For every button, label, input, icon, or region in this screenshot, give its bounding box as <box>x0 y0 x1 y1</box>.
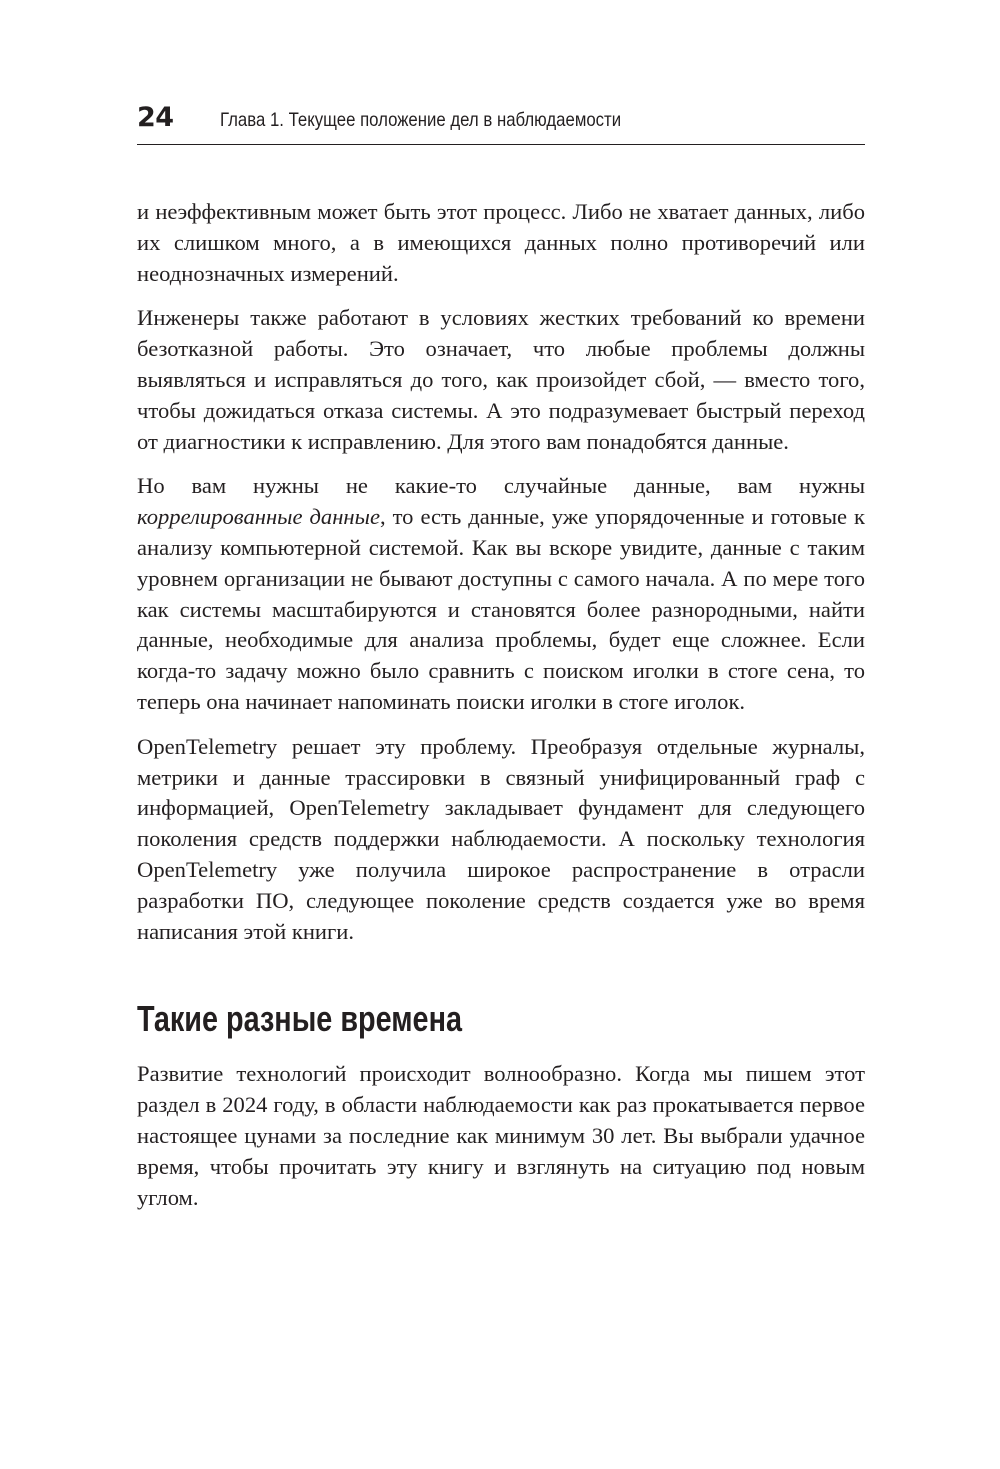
section-heading: Такие разные времена <box>137 998 462 1040</box>
emphasized-term: коррелированные данные <box>137 504 380 530</box>
paragraph-text: , то есть данные, уже упорядоченные и готовые к анализу компьютерной системой. Как вы вскоре увидите, данные с таким уровнем организации не бывают доступны с самого начала. А по мере того как системы масштабируются и становятся более разнородными, найти данные, необходимые для анализа проблемы, будет еще сложнее. Если когда-то задачу можно было сравнить с поиском иголки в стоге сена, то теперь она начинает напоминать поиски иголки в стоге иголок. <box>137 504 865 714</box>
paragraph: Инженеры также работают в условиях жестких требований ко времени безотказной работы. Это означает, что любые проблемы должны выявляться и исправляться до того, как произойдет сбой, — вместо того, чтобы дожидаться отказа системы. А это подразумевает быстрый переход от диагностики к исправлению. Для этого вам понадобятся данные. <box>137 305 865 454</box>
paragraph-text: Но вам нужны не какие-то случайные данные, вам нужны <box>137 473 865 499</box>
paragraph: OpenTelemetry решает эту проблему. Преобразуя отдельные журналы, метрики и данные трассировки в связный унифицированный граф с информацией, OpenTelemetry закладывает фундамент для следующего поколения средств поддержки наблюдаемости. А поскольку технология OpenTelemetry уже получила широкое распространение в отрасли разработки ПО, следующее поколение средств создается уже во время написания этой книги. <box>137 733 865 944</box>
page-number: 24 <box>137 102 174 133</box>
paragraph: и неэффективным может быть этот процесс. Либо не хватает данных, либо их слишком много, а в имеющихся данных полно противоречий или неоднозначных измерений. <box>137 199 865 286</box>
paragraph: Развитие технологий происходит волнообразно. Когда мы пишем этот раздел в 2024 году, в области наблюдаемости как раз прокатывается первое настоящее цунами за последние как минимум 30 лет. Вы выбрали удачное время, чтобы прочитать эту книгу и взглянуть на ситуацию под новым углом. <box>137 1061 865 1210</box>
page-body <box>137 197 865 1227</box>
paragraph <box>137 471 865 717</box>
running-header <box>137 100 865 145</box>
chapter-title: Глава 1. Текущее положение дел в наблюдаемости <box>219 109 621 131</box>
